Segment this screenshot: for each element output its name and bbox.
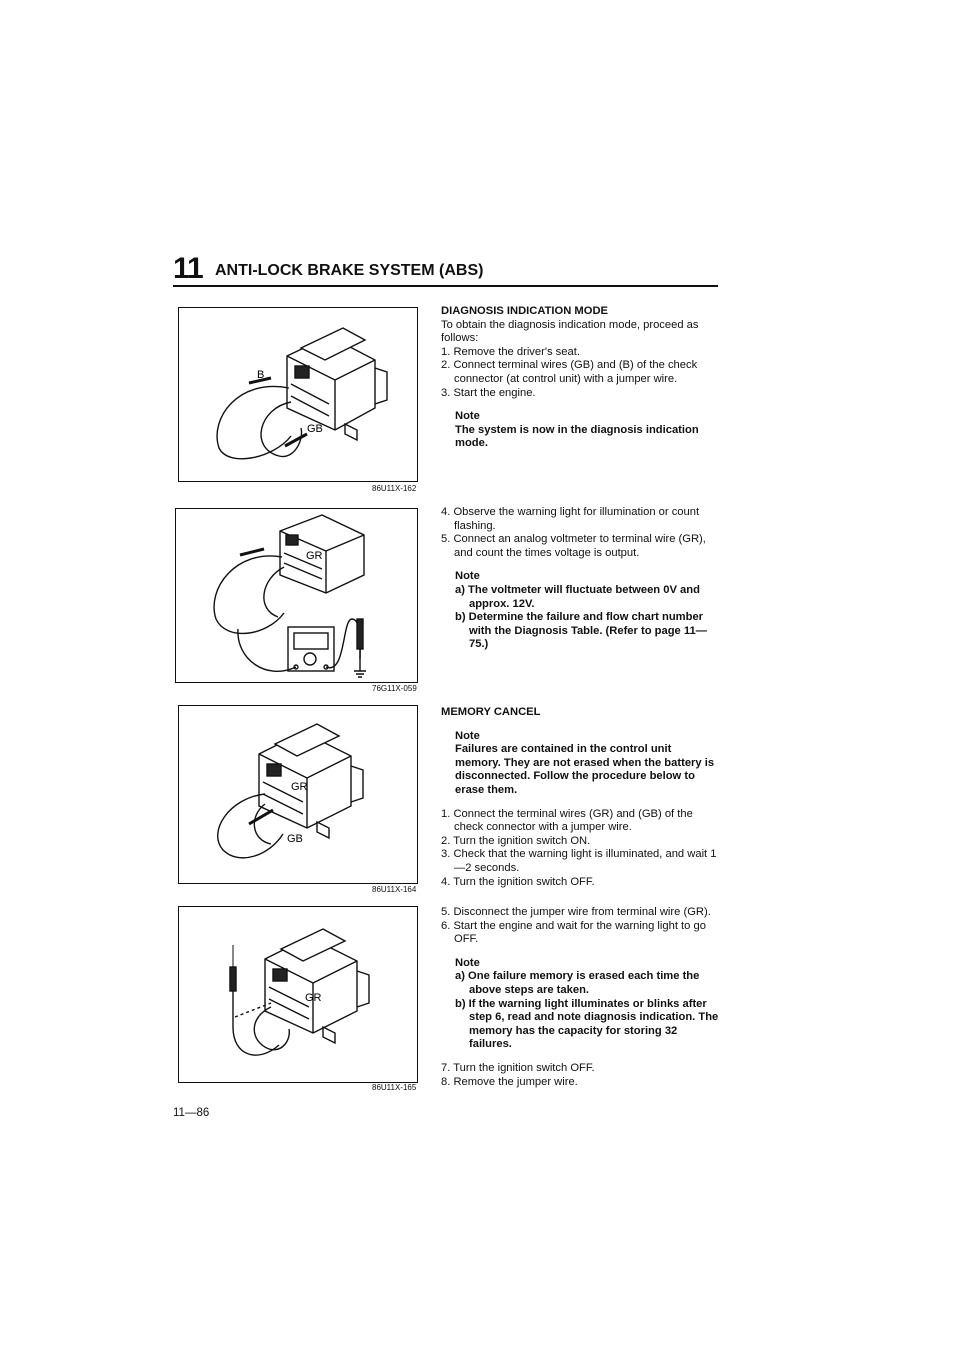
- header-rule: [173, 285, 718, 287]
- figure-memory-cancel-jumper: [178, 705, 418, 884]
- page-number: 11—86: [173, 1107, 210, 1119]
- section-diagnosis-indication-mode: [441, 305, 719, 451]
- wire-label-gb: GB: [287, 833, 303, 845]
- note-item: b) Determine the failure and flow chart number with the Diagnosis Table. (Refer to page 11—75.): [455, 611, 707, 651]
- wire-label-gr: GR: [306, 550, 323, 562]
- step-item: 4. Observe the warning light for illumination or count flashing.: [441, 506, 700, 532]
- step-item: 4. Turn the ignition switch OFF.: [441, 875, 595, 888]
- note-text: The system is now in the diagnosis indication mode.: [455, 423, 699, 450]
- section-intro: To obtain the diagnosis indication mode, proceed as follows:: [441, 318, 699, 345]
- chapter-title: ANTI-LOCK BRAKE SYSTEM (ABS): [215, 262, 484, 279]
- step-item: 5. Connect an analog voltmeter to terminal wire (GR), and count the times voltage is output.: [441, 533, 706, 559]
- connector-jumper-illustration: [179, 308, 417, 481]
- step-item: 2. Turn the ignition switch ON.: [441, 834, 591, 847]
- note-label: Note: [455, 570, 480, 583]
- note-label: Note: [455, 410, 480, 423]
- step-item: 3. Start the engine.: [441, 386, 536, 399]
- note-text: Failures are contained in the control unit memory. They are not erased when the battery is disconnected. Follow the procedure below to erase them.: [455, 743, 715, 796]
- voltmeter-illustration: [176, 509, 417, 682]
- section-voltmeter-steps: [441, 506, 719, 652]
- note-label: Note: [455, 729, 480, 742]
- step-item: 7. Turn the ignition switch OFF.: [441, 1061, 595, 1074]
- section-title: MEMORY CANCEL: [441, 706, 541, 718]
- chapter-number: 11: [173, 252, 203, 285]
- note-item: a) The voltmeter will fluctuate between 0V and approx. 12V.: [455, 583, 700, 610]
- step-item: 6. Start the engine and wait for the warning light to go OFF.: [441, 919, 706, 946]
- wire-label-gb: GB: [307, 423, 323, 435]
- disconnect-jumper-illustration: [179, 907, 417, 1082]
- figure-code: 86U11X-165: [372, 1083, 417, 1092]
- figure-code: 86U11X-164: [372, 885, 417, 894]
- step-item: 2. Connect terminal wires (GB) and (B) of the check connector (at control unit) with a jumper wire.: [441, 359, 698, 385]
- step-item: 8. Remove the jumper wire.: [441, 1075, 578, 1088]
- figure-code: 76G11X-059: [372, 684, 417, 693]
- wire-label-gr: GR: [291, 781, 308, 793]
- memory-cancel-illustration: [179, 706, 417, 883]
- figure-check-connector-jumper: [178, 307, 418, 482]
- figure-code: 86U11X-162: [372, 484, 417, 493]
- note-label: Note: [455, 956, 480, 969]
- section-memory-cancel: [441, 706, 719, 889]
- step-item: 5. Disconnect the jumper wire from terminal wire (GR).: [441, 906, 711, 918]
- wire-label-gr: GR: [305, 992, 322, 1004]
- section-memory-cancel-continued: [441, 906, 719, 1089]
- figure-disconnect-jumper: [178, 906, 418, 1083]
- step-item: 3. Check that the warning light is illuminated, and wait 1—2 seconds.: [441, 848, 717, 874]
- step-item: 1. Remove the driver's seat.: [441, 345, 580, 358]
- note-item: a) One failure memory is erased each time the above steps are taken.: [455, 970, 700, 996]
- page-header: [173, 250, 718, 286]
- wire-label-b: B: [257, 369, 265, 381]
- section-title: DIAGNOSIS INDICATION MODE: [441, 305, 608, 317]
- note-item: b) If the warning light illuminates or blinks after step 6, read and note diagnosis indication. The memory has the capacity for storing 32 failures.: [455, 997, 719, 1051]
- figure-voltmeter-connection: [175, 508, 418, 683]
- step-item: 1. Connect the terminal wires (GR) and (GB) of the check connector with a jumper wire.: [441, 807, 693, 834]
